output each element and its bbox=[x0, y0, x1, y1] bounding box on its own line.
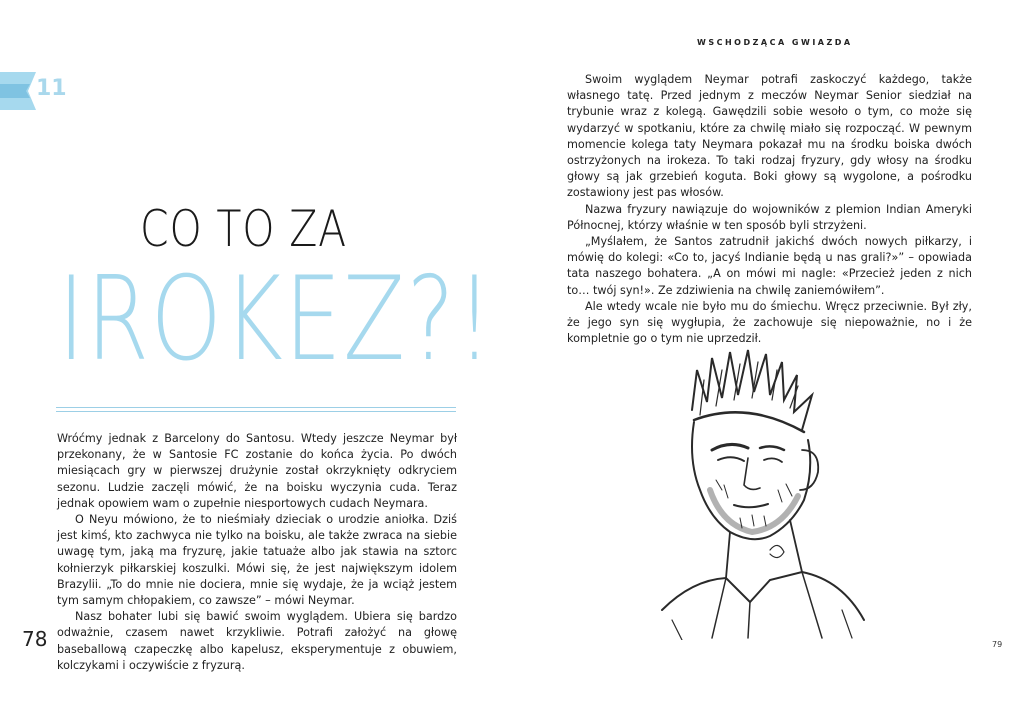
running-head: WSCHODZĄCA GWIAZDA bbox=[697, 38, 853, 47]
paragraph: „Myślałem, że Santos zatrudnił jakichś dwóch nowych piłkarzy, i mówię do kolegi: «Co to, jacyś Indianie będą u nas grali?»” – opowiada tata naszego bohatera. „A on mówi mi nagle: «Przecież jeden z nich to… twój syn!». Ze zdziwienia na chwilę zaniemówiłem”. bbox=[567, 235, 972, 297]
paragraph: Wróćmy jednak z Barcelony do Santosu. Wtedy jeszcze Neymar był przekonany, że w Santosie FC zostanie do końca życia. Po dwóch miesiącach gry w pierwszej drużynie został okrzyknięty odkryciem sezonu. Ludzie zaczęli mówić, że na boisku wyczynia cuda. Teraz jednak opowiem wam o zupełnie niesportowych cudach Neymara. bbox=[57, 432, 457, 510]
page-number: 78 bbox=[22, 627, 48, 651]
left-body-text bbox=[57, 431, 457, 674]
title-divider bbox=[56, 407, 456, 408]
portrait-sketch-icon bbox=[652, 340, 872, 640]
page-number: 79 bbox=[992, 640, 1003, 649]
chapter-title-line1: CO TO ZA bbox=[140, 200, 347, 258]
chapter-title-line2: IROKEZ?! bbox=[58, 252, 495, 387]
right-body-text bbox=[567, 72, 972, 347]
paragraph: Ale wtedy wcale nie było mu do śmiechu. Wręcz przeciwnie. Był zły, że jego syn się wygłupia, że zachowuje się niepoważnie, no i że kompletnie go o tym nie uprzedził. bbox=[567, 299, 972, 346]
paragraph: Nazwa fryzury nawiązuje do wojowników z plemion Indian Ameryki Północnej, którzy właśnie w ten sposób byli strzyżeni. bbox=[567, 202, 972, 232]
paragraph: Nasz bohater lubi się bawić swoim wyglądem. Ubiera się bardzo odważnie, czasem nawet krzykliwie. Potrafi założyć na głowę baseballową czapeczkę albo kapelusz, eksperymentuje z obuwiem, kolczykami i oczywiście z fryzurą. bbox=[57, 610, 457, 672]
chapter-number: 11 bbox=[36, 76, 67, 101]
paragraph: Swoim wyglądem Neymar potrafi zaskoczyć każdego, także własnego tatę. Przed jednym z meczów Neymar Senior siedział na trybunie wraz z kolegą. Gawędzili sobie wesoło o tym, co może się wydarzyć w spotkaniu, które za chwilę miało się rozpocząć. W pewnym momencie kolega taty Neymara pokazał mu na środku boiska dwóch ostrzyżonych na irokeza. To taki rodzaj fryzury, gdy włosy na środku głowy są jak grzebień koguta. Boki głowy są wygolone, a pośrodku zostawiony jest pas włosów. bbox=[567, 73, 972, 200]
title-divider bbox=[56, 411, 456, 412]
right-page bbox=[512, 0, 1024, 723]
paragraph: O Neyu mówiono, że to nieśmiały dzieciak o urodzie aniołka. Dziś jest kimś, kto zachwyca nie tylko na boisku, ale także zwraca na siebie uwagę tym, jaką ma fryzurę, jakie tatuaże albo jak stawia na sztorc kołnierzyk piłkarskiej koszulki. Mówi się, że jest największym idolem Brazylii. „To do mnie nie dociera, mnie się wydaje, że ja wciąż jestem tym samym chłopakiem, co zawsze” – mówi Neymar. bbox=[57, 513, 457, 608]
